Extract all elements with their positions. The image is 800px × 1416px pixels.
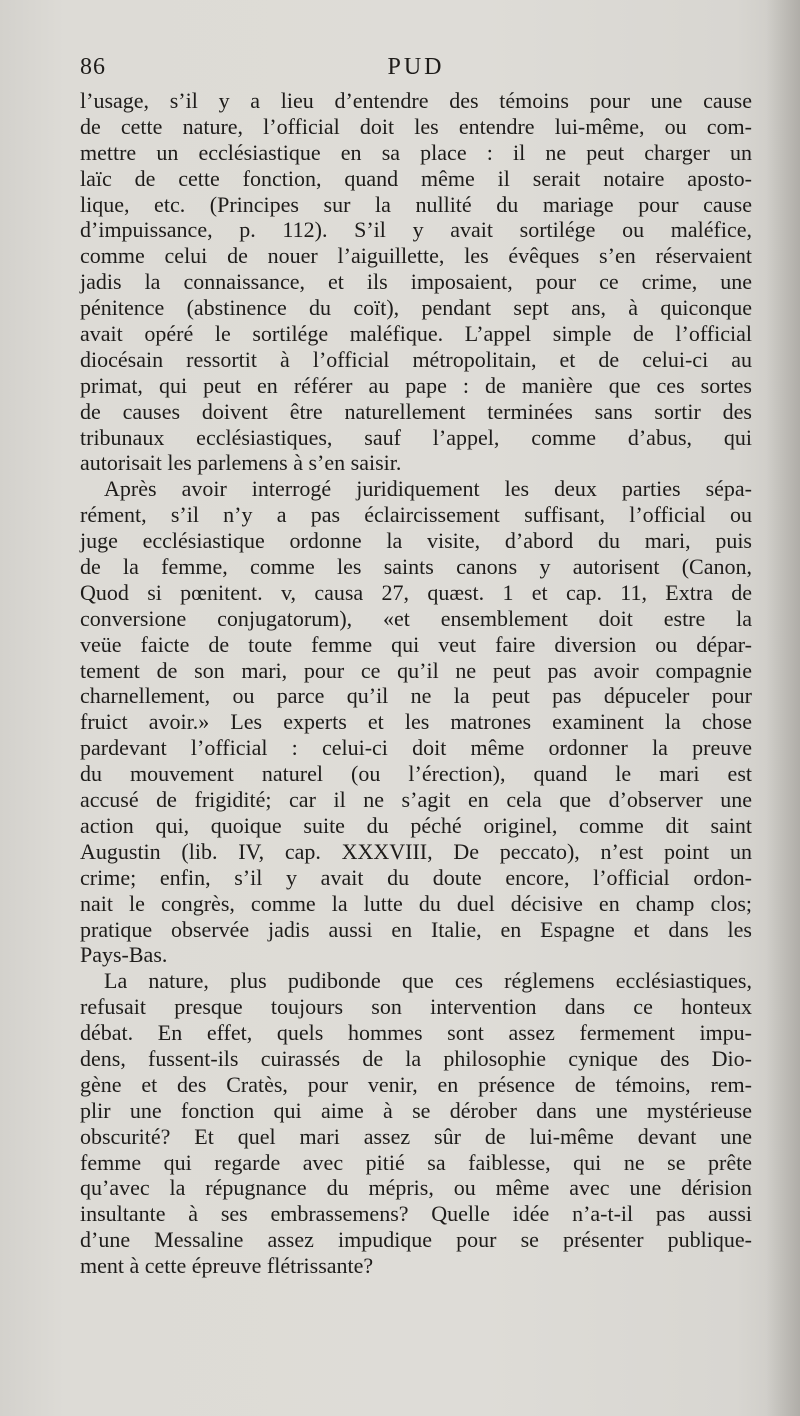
text-line: autorisait les parlemens à s’en saisir. (80, 450, 402, 476)
text-line: pratique observée jadis aussi en Italie, en Espagne et dans les (80, 916, 752, 942)
text-line: de causes doivent être naturellement terminées sans sortir des (80, 398, 752, 424)
text-line: qu’avec la répugnance du mépris, ou même avec une dérision (80, 1175, 752, 1201)
text-line: du mouvement naturel (ou l’érection), quand le mari est (80, 761, 752, 787)
text-line: de cette nature, l’official doit les entendre lui-même, ou com- (80, 113, 752, 139)
text-line: l’usage, s’il y a lieu d’entendre des témoins pour une cause (80, 88, 752, 113)
text-line: insultante à ses embrassemens? Quelle idée n’a-t-il pas aussi (80, 1201, 752, 1227)
text-line: laïc de cette fonction, quand même il serait notaire aposto- (80, 165, 752, 191)
text-line: d’une Messaline assez impudique pour se présenter publique- (80, 1227, 752, 1253)
page-number: 86 (80, 54, 106, 80)
text-line: crime; enfin, s’il y avait du doute encore, l’official ordon- (80, 864, 752, 890)
text-line: La nature, plus pudibonde que ces réglemens ecclésiastiques, (104, 968, 752, 994)
text-line: gène et des Cratès, pour venir, en présence de témoins, rem- (80, 1071, 752, 1097)
text-line: mettre un ecclésiastique en sa place : il ne peut charger un (80, 139, 752, 165)
text-line: débat. En effet, quels hommes sont assez fermement impu- (80, 1020, 752, 1046)
body-text (80, 88, 752, 1279)
text-line: tement de son mari, pour ce qu’il ne peut pas avoir compagnie (80, 657, 752, 683)
text-line: Augustin (lib. IV, cap. XXXVIII, De peccato), n’est point un (80, 838, 752, 864)
text-line: primat, qui peut en référer au pape : de manière que ces sortes (80, 372, 752, 398)
text-line: charnellement, ou parce qu’il ne la peut pas dépuceler pour (80, 683, 752, 709)
text-line: rément, s’il n’y a pas éclaircissement suffisant, l’official ou (80, 502, 752, 528)
text-line: fruict avoir.» Les experts et les matrones examinent la chose (80, 709, 752, 735)
text-line: Quod si pœnitent. v, causa 27, quæst. 1 et cap. 11, Extra de (80, 579, 752, 605)
text-line: Après avoir interrogé juridiquement les deux parties sépa- (104, 476, 752, 502)
text-line: veüe faicte de toute femme qui veut faire diversion ou dépar- (80, 631, 752, 657)
text-line: conversione conjugatorum), «et ensemblement doit estre la (80, 605, 752, 631)
text-line: refusait presque toujours son intervention dans ce honteux (80, 994, 752, 1020)
text-line: juge ecclésiastique ordonne la visite, d’abord du mari, puis (80, 528, 752, 554)
text-line: lique, etc. (Principes sur la nullité du mariage pour cause (80, 191, 752, 217)
text-line: jadis la connaissance, et ils imposaient, pour ce crime, une (80, 269, 752, 295)
text-line: dens, fussent-ils cuirassés de la philosophie cynique des Dio- (80, 1045, 752, 1071)
running-head: PUD (387, 54, 445, 80)
text-line: de la femme, comme les saints canons y autorisent (Canon, (80, 554, 752, 580)
text-line: comme celui de nouer l’aiguillette, les évêques s’en réservaient (80, 243, 752, 269)
page-header (80, 54, 752, 88)
text-line: nait le congrès, comme la lutte du duel décisive en champ clos; (80, 890, 752, 916)
text-line: pénitence (abstinence du coït), pendant sept ans, à quiconque (80, 295, 752, 321)
text-line: plir une fonction qui aime à se dérober dans une mystérieuse (80, 1097, 752, 1123)
text-line: pardevant l’official : celui-ci doit même ordonner la preuve (80, 735, 752, 761)
text-line: femme qui regarde avec pitié sa faiblesse, qui ne se prête (80, 1149, 752, 1175)
text-line: diocésain ressortit à l’official métropolitain, et de celui-ci au (80, 346, 752, 372)
text-line: avait opéré le sortilége maléfique. L’appel simple de l’official (80, 321, 752, 347)
text-line: d’impuissance, p. 112). S’il y avait sortilége ou maléfice, (80, 217, 752, 243)
text-line: Pays-Bas. (80, 942, 168, 968)
text-line: accusé de frigidité; car il ne s’agit en cela que d’observer une (80, 787, 752, 813)
page-gutter-shadow (766, 0, 800, 1416)
text-line: ment à cette épreuve flétrissante? (80, 1253, 374, 1279)
text-line: tribunaux ecclésiastiques, sauf l’appel, comme d’abus, qui (80, 424, 752, 450)
text-line: action qui, quoique suite du péché originel, comme dit saint (80, 812, 752, 838)
text-line: obscurité? Et quel mari assez sûr de lui-même devant une (80, 1123, 752, 1149)
